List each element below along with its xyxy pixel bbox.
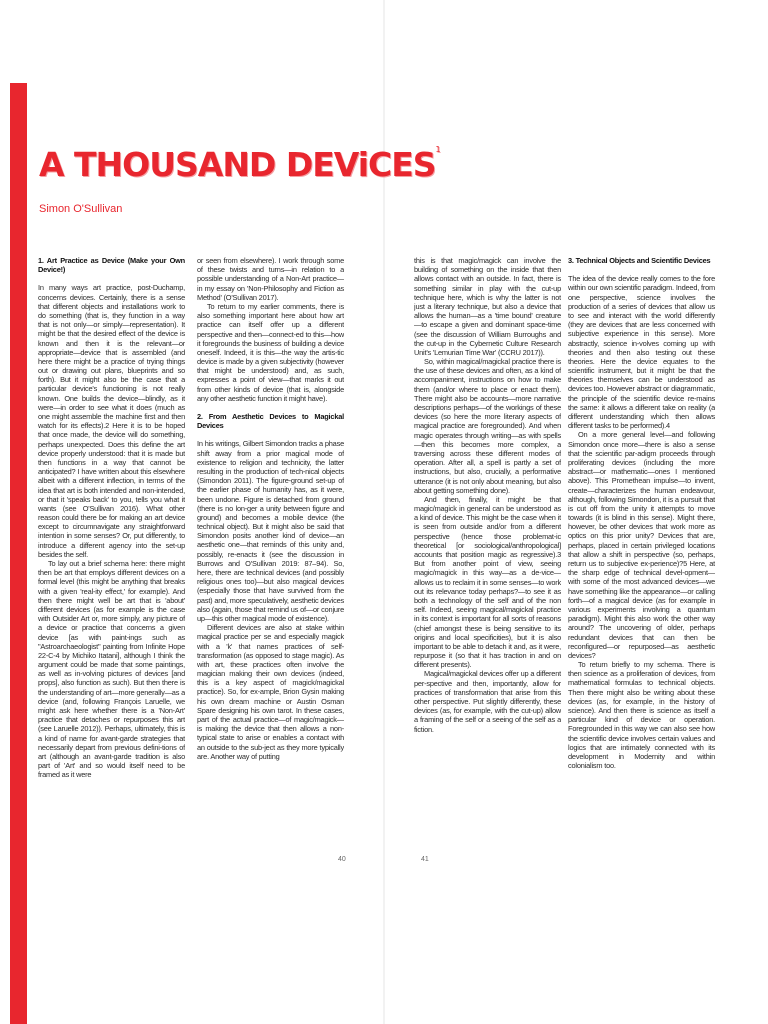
body-paragraph: And then, finally, it might be that magic/magick in general can be understood as a kind of device. This might be the case when it is seen from outside and/or from a different perspective (hence those problemat-ic theoretical [or sociological/anthropological] accounts that position magic as regressive).3 But from another point of view, seeing magic/magick in this way—as a de-vice—allows us to reclaim it in some senses—to work out its relevance today perhaps?—to see it as both a technology of the self and of the non self. Indeed, seeing magical/magickal practice in its context is important for all sorts of reasons (chief amongst these is being sensitive to its origins and local specificities), but it is also important to be able to detach it and, as it were, repurpose it (so that it has traction in and on different presents). (414, 494, 561, 670)
text-column-1 (38, 256, 185, 868)
article-title (39, 145, 441, 184)
body-paragraph: In his writings, Gilbert Simondon tracks a phase shift away from a prior magical mode of existence to religion and technicity, the latter resulting in the production of tech-nical objects (Simondon 2011). The figure-ground set-up of the earlier phase of humanity has, as it were, been undone. Figure is detached from ground (there is no lon-ger a unity between figure and ground) and becomes a mobile device (the technical object). But it might also be said that Simondon posits another kind of device—an aesthetic one—that reminds of this unity and, possibly, re-enacts it (see the discussion in Burrows and O'Sullivan 2019: 87–94). So, here, there are technical devices (and possibly religious ones too)—but also magical devices (especially those that have survived from the past) and, more speculatively, aesthetic devices also (again, those that remind us of—or conjure up—this other magical mode of existence). (197, 439, 344, 623)
section-heading: 3. Technical Objects and Scientific Devices (568, 256, 711, 265)
body-paragraph: To return briefly to my schema. There is then science as a proliferation of devices, from mathematical formulas to technical objects. Then there might also be writing about these devices (as, for example, in the history of science). And then there is science as itself a particular kind of device or operation. Foregrounded in this way we can also see how the scientific device involves certain values and logics that are intimately connected with its development in Modernity and within colonialism too. (568, 660, 715, 771)
section-heading: 2. From Aesthetic Devices to Magickal Devices (197, 412, 344, 431)
text-column-4 (568, 256, 715, 868)
accent-bar (10, 83, 27, 1024)
title-footnote-mark: 1 (435, 145, 441, 154)
title-text: A THOUSAND DEViCES (39, 145, 436, 184)
body-paragraph: So, within magical/magickal practice there is the use of these devices and often, as a kind of accompaniment, instructions on how to make them (and/or where to place or enact them). There might also be accounts—more narrative descriptions perhaps—of the workings of these devices (so here the more literary aspects of magical practice are foregrounded). And when magic operates through writing—as with spells—then this becomes more complex, a traversing across these different modes of operation. After all, a spell is partly a set of instructions, but also, crucially, a performative utterance (it is not only about meaning, but also about getting something done). (414, 357, 561, 495)
page-number-right: 41 (421, 856, 429, 863)
body-paragraph: On a more general level—and following Simondon once more—there is also a sense that the scientific par-adigm proceeds through proliferating devices (including the more abstract—or mathematic—ones I mentioned above). This Promethean impulse—to invent, create—characterizes the human endeavour, although, following Simondon, it is a pursuit that is cut off from the unity it attempts to move towards (it is blind in this sense). Might there, however, be other devices that work more as optics on this prior unity? Devices that are, perhaps, placed in certain privileged locations that allow a shift in perspective (so, perhaps, return us to subjective ex-perience)?5 Here, at the sharp edge of technical devel-opment—with some of the most advanced devices—we have something like the appearance—or calling forth—of a magical device (as for example in various experiments involving a quantum paradigm). Might this also work the other way around? The uncovering of older, perhaps redundant devices that can then be reconfigured—or repurposed—as aesthetic devices? (568, 430, 715, 660)
text-column-3 (414, 256, 561, 868)
text-column-2 (197, 256, 344, 868)
page-number-left: 40 (338, 856, 346, 863)
author-byline: Simon O'Sullivan (39, 203, 123, 215)
section-heading: 1. Art Practice as Device (Make your Own Device!) (38, 256, 185, 275)
body-paragraph: Magical/magickal devices offer up a different per-spective and then, importantly, allow for practices of transformation that arise from this other perspective. Put slightly differently, these devices (as, for example, with the cut-up) allow a framing of the self or a seeing of the self as a fiction. (414, 669, 561, 734)
body-paragraph: Different devices are also at stake within magical practice per se and especially magick with a 'k' that names practices of self-transformation (as opposed to stage magic). As with art, these practices often involve the magician making their own devices (indeed, this is a key aspect of magick/magickal practice). So, for ex-ample, Brion Gysin making his own dream machine or Austin Osman Spare designing his own tarot. In these cases, part of the actual practice—of magic/magick—is making the device that then allows a non-typical state to arise or enables a contact with an outside to the sub-ject as they more typically are. Another way of putting (197, 623, 344, 761)
body-paragraph: this is that magic/magick can involve the building of something on the inside that then allows contact with an outside. In fact, there is something similar in play with the cut-up technique here, which is why the latter is not just a literary technique, but also a device that allows the human—as a 'time bound' creature—to escape a given and dominant space-time (see the discussion of William Burroughs and the cut-up in the Cybernetic Culture Research Unit's 'Lemurian Time War' (CCRU 2017)). (414, 256, 561, 357)
body-paragraph: In many ways art practice, post-Duchamp, concerns devices. Certainly, there is a sense that different objects and installations work to do something (that is, they function in a way that is not only—or simply—representation). It might be that the desired effect of the device is known and then it is the relevant—or appropriate—device that is assembled (and here there might be a practice of trying things out or drawing out plans, blueprints and so forth). But it might also be the case that a particular device's functioning is not really known. One builds the device—blindly, as it were—in order to see what it does (much as one might assemble the machine first and then watch for its effects).2 Here it is to be hoped that once made, the device will do something, perhaps unexpected. Does this define the art device properly understood: that it is made but then functions in a way that cannot be anticipated? I have written about this elsewhere albeit with a different inflection, in terms of the idea that art is both intended and non-intended, or that it 'speaks back' to you, tells you what it wants (see O'Sullivan 2016). What other reason could there be for making an art device except to circumnavigate any straightforward intention in some senses? Or, put differently, to introduce a different agency into the set-up besides the self. (38, 283, 185, 559)
body-paragraph: To lay out a brief schema here: there might then be art that employs different devices on a formal level (this might be anything that breaks with a given 'real-ity effect,' for example). And then there might well be art that is 'about' different devices (as for example is the case with Outsider Art or, more simply, any picture of a device or practice that concerns a given device [as with paint-ings such as "Astroarchaeologist" painting from Infinite Hope 22-C-4 by Michiko Itatani], although I think the argument could be made that some paintings, as well as in-volving pictures of devices [and props], also function as such). But then there is the understanding of art—more generally—as a device (and, following François Laruelle, we might ask here whether there is a 'Non-Art' practice that detaches or repurposes this art (see Laruelle 2012)). Perhaps, ultimately, this is a kind of name for avant-garde strategies that necessarily depart from previous defini-tions of art (although an avant-garde tradition is also part of 'Art' and so would itself need to be framed as it were (38, 559, 185, 780)
body-paragraph: The idea of the device really comes to the fore within our own scientific paradigm. Indeed, from one perspective, science involves the production of a series of devices that allow us to see and interact with the world differently (they are devices that are less concerned with subjective experience in this sense). More abstractly, science in-volves coming up with theories and then also testing out these theories. Here the device equates to the scientific instrument, but it might be that the theories themselves can be understood as devices too. However abstract or diagrammatic, the principle of the scientific device re-mains the same: it allows a different take on reality (a different understanding which then allows different tasks to be performed).4 (568, 274, 715, 431)
body-paragraph: or seen from elsewhere). I work through some of these twists and turns—in relation to a possible understanding of a Non-Art practice—in my essay on 'Non-Philosophy and Fiction as Method' (O'Sullivan 2017). (197, 256, 344, 302)
body-paragraph: To return to my earlier comments, there is also something important here about how art practice can itself offer up a different perspective and then—connect-ed to this—how it foregrounds the business of building a device oneself. Indeed, it is this—the way the artis-tic device is made by a given subjectivity (however that might be understood) and, as such, expresses a point of view—that marks it out from other kinds of device (that is, alongside any other aesthetic function it might have). (197, 301, 344, 403)
